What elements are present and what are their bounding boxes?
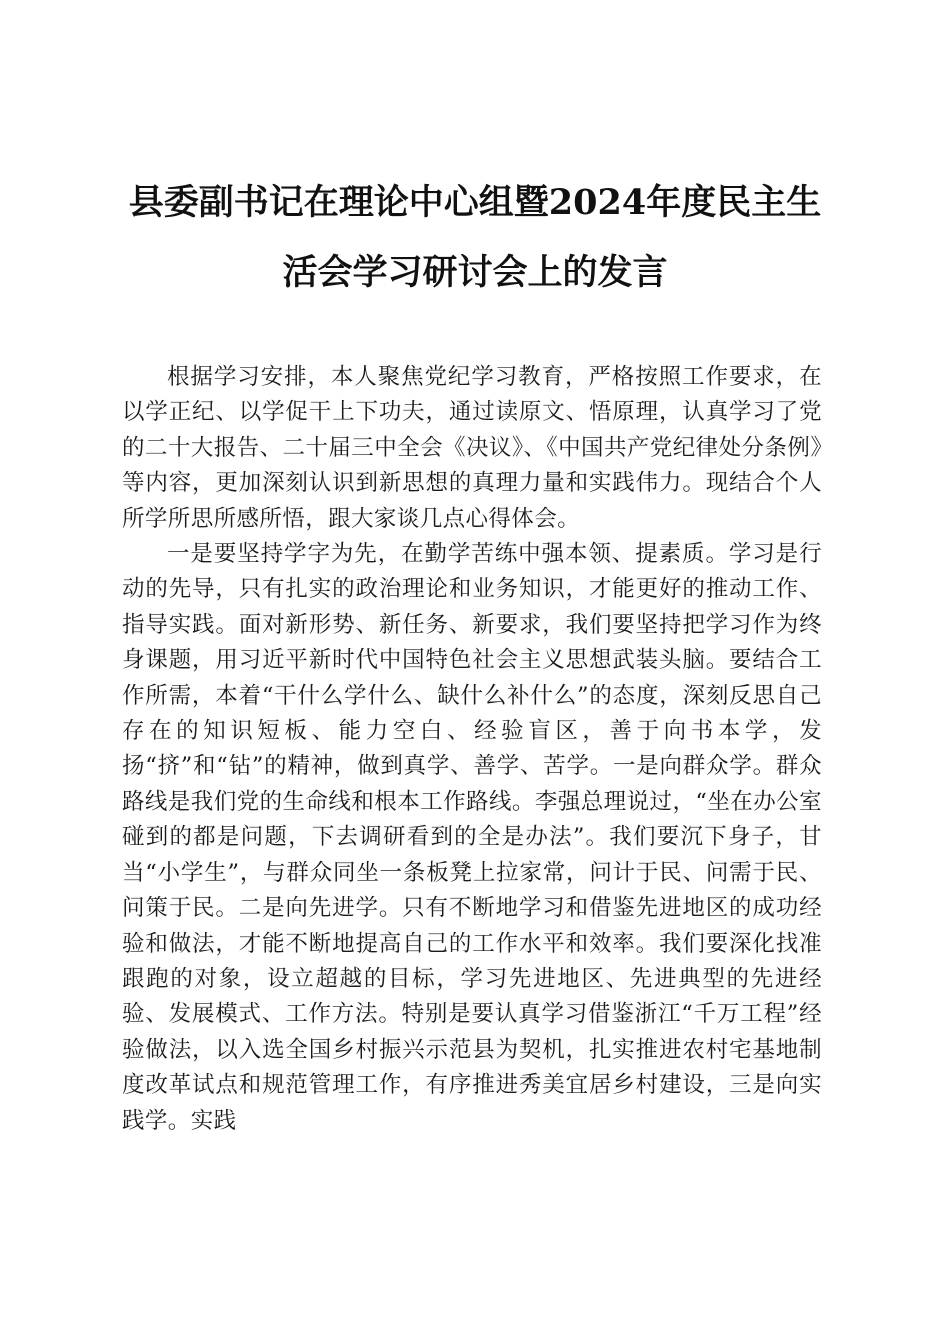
- document-title: [100, 168, 850, 308]
- title-line-2: 活会学习研讨会上的发言: [282, 252, 668, 293]
- paragraph-intro: 根据学习安排，本人聚焦党纪学习教育，严格按照工作要求，在以学正纪、以学促干上下功夫，通过读原文、悟原理，认真学习了党的二十大报告、二十届三中全会《决议》、《中国共产党纪律处分条例》等内容，更加深刻认识到新思想的真理力量和实践伟力。现结合个人所学所思所感所悟，跟大家谈几点心得体会。: [122, 364, 822, 532]
- document-body: [122, 360, 822, 1139]
- title-line-1: 县委副书记在理论中心组暨2024年度民主生: [128, 182, 822, 223]
- paragraph-point-one: 一是要坚持学字为先，在勤学苦练中强本领、提素质。学习是行动的先导，只有扎实的政治理论和业务知识，才能更好的推动工作、指导实践。面对新形势、新任务、新要求，我们要坚持把学习作为终身课题，用习近平新时代中国特色社会主义思想武装头脑。要结合工作所需，本着“干什么学什么、缺什么补什么”的态度，深刻反思自己存在的知识短板、能力空白、经验盲区，善于向书本学，发扬“挤”和“钻”的精神，做到真学、善学、苦学。一是向群众学。群众路线是我们党的生命线和根本工作路线。李强总理说过，“坐在办公室碰到的都是问题，下去调研看到的全是办法”。我们要沉下身子，甘当“小学生”，与群众同坐一条板凳上拉家常，问计于民、问需于民、问策于民。二是向先进学。只有不断地学习和借鉴先进地区的成功经验和做法，才能不断地提高自己的工作水平和效率。我们要深化找准跟跑的对象，设立超越的目标，学习先进地区、先进典型的先进经验、发展模式、工作方法。特别是要认真学习借鉴浙江“千万工程”经验做法，以入选全国乡村振兴示范县为契机，扎实推进农村宅基地制度改革试点和规范管理工作，有序推进秀美宜居乡村建设，三是向实践学。实践: [122, 541, 822, 1134]
